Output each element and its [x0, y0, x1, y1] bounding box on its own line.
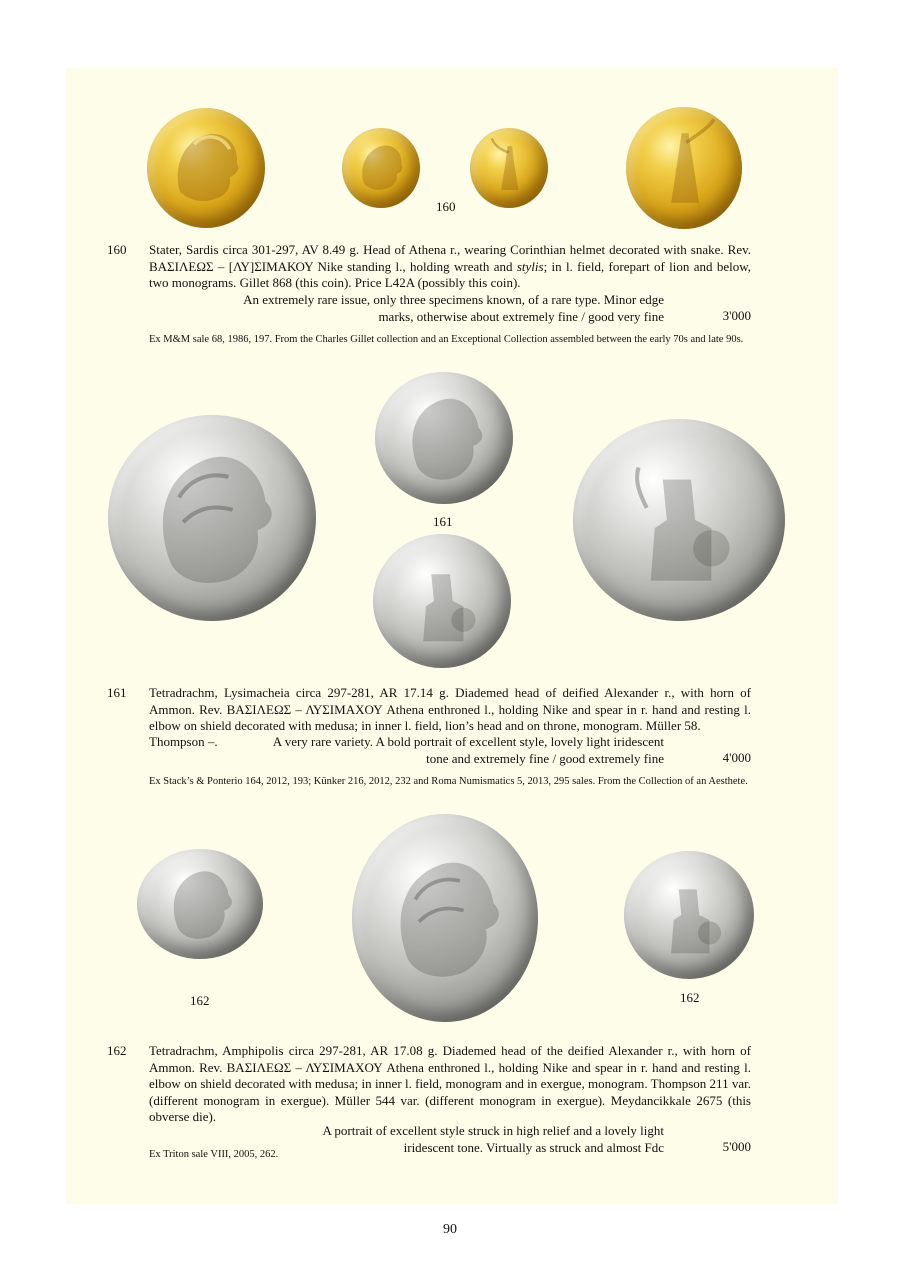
lot-162-price: 5'000 [722, 1139, 751, 1154]
lot-160-image-label: 160 [436, 199, 456, 214]
lot-162-number: 162 [107, 1043, 127, 1058]
lot-161-ref-tail: Thompson –. [149, 734, 218, 749]
lot-160-number: 160 [107, 242, 127, 257]
lot-161-provenance: Ex Stack’s & Ponterio 164, 2012, 193; Künker 216, 2012, 232 and Roma Numismatics 5, 2013, 295 sales. From the Collection of an Aesthete. [149, 776, 748, 787]
lot-160-obverse-small-coin-image [342, 128, 420, 208]
lot-160-grade: An extremely rare issue, only three specimens known, of a rare type. Minor edge marks, otherwise about extremely fine / good very fine [243, 292, 664, 324]
lot-161-obverse-large-coin-image [108, 415, 316, 621]
lot-162-provenance: Ex Triton sale VIII, 2005, 262. [149, 1149, 279, 1160]
lot-162-image-label-right: 162 [680, 990, 700, 1005]
lot-162-image-label-left: 162 [190, 993, 210, 1008]
lot-160-description: Stater, Sardis circa 301-297, AV 8.49 g. Head of Athena r., wearing Corinthian helmet decorated with snake. Rev. ΒΑΣΙΛΕΩΣ – [ΛΥ]ΣΙΜΑΚΟΥ Nike standing l., holding wreath and stylis; in l. field, forepart of lion and below, two monograms. Gillet 868 (this coin). Price L42A (possibly this coin). [149, 242, 752, 290]
lot-161-price: 4'000 [722, 750, 751, 765]
lot-160-provenance: Ex M&M sale 68, 1986, 197. From the Charles Gillet collection and an Exceptional Collection assembled between the early 70s and late 90s. [149, 334, 744, 345]
lot-161-obverse-small-coin-image [375, 372, 513, 504]
lot-162-description: Tetradrachm, Amphipolis circa 297-281, AR 17.08 g. Diademed head of the deified Alexander r., with horn of Ammon. Rev. ΒΑΣΙΛΕΩΣ – ΛΥΣΙΜΑΧΟΥ Athena enthroned l., holding Nike and spear in r. hand and resting l. elbow on shield decorated with medusa; in inner l. field, monogram and in exergue, monogram. Thompson 211 var. (different monogram in exergue). Müller 544 var. (different monogram in exergue). Meydancikkale 2675 (this obverse die). [149, 1043, 751, 1124]
lot-162-obverse-large-coin-image [352, 814, 538, 1022]
lot-161-reverse-large-coin-image [573, 419, 785, 621]
lot-162-reverse-coin-image [624, 851, 754, 979]
lot-161-reverse-small-coin-image [373, 534, 511, 668]
lot-161-image-label: 161 [433, 514, 453, 529]
lot-160-price: 3'000 [722, 308, 751, 323]
lot-160-reverse-small-coin-image [470, 128, 548, 208]
lot-162-grade: A portrait of excellent style struck in high relief and a lovely light iridescent tone. Virtually as struck and almost Fdc [322, 1123, 664, 1155]
lot-161-number: 161 [107, 685, 127, 700]
lot-160-reverse-large-coin-image [626, 107, 742, 229]
lot-160-obverse-large-coin-image [147, 108, 265, 228]
lot-161-description: Tetradrachm, Lysimacheia circa 297-281, AR 17.14 g. Diademed head of deified Alexander r., with horn of Ammon. Rev. ΒΑΣΙΛΕΩΣ – ΛΥΣΙΜΑΧΟΥ Athena enthroned l., holding Nike and spear in r. hand and resting l. elbow on shield decorated with medusa; in inner l. field, lion’s head and on throne, monogram. Müller 58. [149, 685, 751, 733]
lot-161-grade: A very rare variety. A bold portrait of excellent style, lovely light iridescent tone and extremely fine / good extremely fine [272, 734, 664, 766]
page-number: 90 [443, 1222, 457, 1237]
lot-162-obverse-small-coin-image [137, 849, 263, 959]
